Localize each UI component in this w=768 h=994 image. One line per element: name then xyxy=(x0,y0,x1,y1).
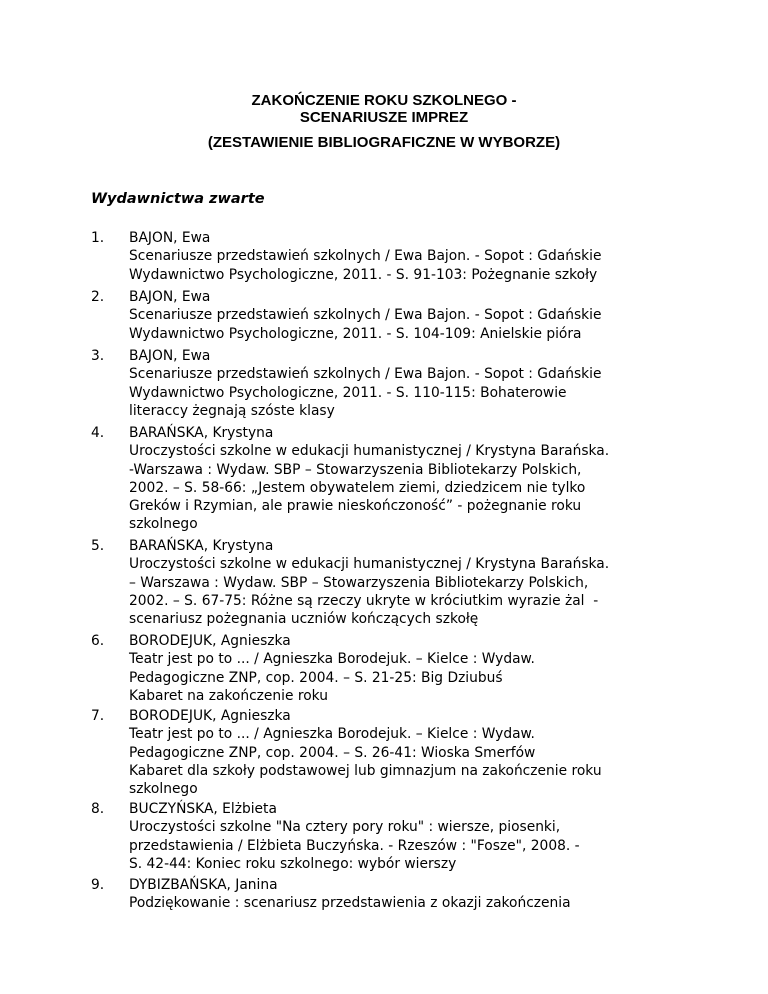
entry-line: Uroczystości szkolne w edukacji humanistycznej / Krystyna Barańska. xyxy=(129,443,610,460)
section-heading: Wydawnictwa zwarte xyxy=(91,191,265,207)
entry-author: BAJON, Ewa xyxy=(129,289,211,305)
entry-number: 6. xyxy=(91,633,105,649)
document-title-line-1: ZAKOŃCZENIE ROKU SZKOLNEGO - xyxy=(251,92,517,109)
entry-author: BUCZYŃSKA, Elżbieta xyxy=(129,801,277,817)
entry-line: Wydawnictwo Psychologiczne, 2011. - S. 110-115: Bohaterowie xyxy=(129,384,567,401)
entry-line: Wydawnictwo Psychologiczne, 2011. - S. 104-109: Anielskie pióra xyxy=(129,325,582,342)
entry-line: 2002. – S. 58-66: „Jestem obywatelem ziemi, dziedzicem nie tylko xyxy=(129,479,586,496)
entry-line: Uroczystości szkolne w edukacji humanistycznej / Krystyna Barańska. xyxy=(129,556,610,573)
entry-number: 3. xyxy=(91,348,105,364)
entry-line: szkolnego xyxy=(129,781,198,798)
entry-line: Pedagogiczne ZNP, cop. 2004. – S. 26-41: Wioska Smerfów xyxy=(129,744,536,761)
entry-line: – Warszawa : Wydaw. SBP – Stowarzyszenia Bibliotekarzy Polskich, xyxy=(129,574,589,591)
entry-author: BARAŃSKA, Krystyna xyxy=(129,538,274,554)
document-title-line-2: SCENARIUSZE IMPREZ xyxy=(299,109,469,126)
entry-author: BAJON, Ewa xyxy=(129,348,211,364)
entry-line: Scenariusze przedstawień szkolnych / Ewa Bajon. - Sopot : Gdańskie xyxy=(129,248,602,265)
entry-line: Pedagogiczne ZNP, cop. 2004. – S. 21-25: Big Dziubuś xyxy=(129,669,503,686)
entry-number: 9. xyxy=(91,877,105,893)
entry-line: Podziękowanie : scenariusz przedstawienia z okazji zakończenia xyxy=(129,895,571,912)
entry-number: 4. xyxy=(91,425,105,441)
entry-number: 5. xyxy=(91,538,105,554)
entry-line: Greków i Rzymian, ale prawie nieskończoność” - pożegnanie roku xyxy=(129,498,582,515)
entry-number: 2. xyxy=(91,289,105,305)
entry-line: 2002. – S. 67-75: Różne są rzeczy ukryte w króciutkim wyrazie żal - xyxy=(129,592,599,609)
entry-line: scenariusz pożegnania uczniów kończących szkołę xyxy=(129,611,479,628)
entry-line: Scenariusze przedstawień szkolnych / Ewa Bajon. - Sopot : Gdańskie xyxy=(129,366,602,383)
entry-author: BORODEJUK, Agnieszka xyxy=(129,708,291,724)
entry-line: Scenariusze przedstawień szkolnych / Ewa Bajon. - Sopot : Gdańskie xyxy=(129,307,602,324)
entry-line: przedstawienia / Elżbieta Buczyńska. - Rzeszów : "Fosze", 2008. - xyxy=(129,837,580,854)
entry-author: DYBIZBAŃSKA, Janina xyxy=(129,877,278,893)
entry-line: literaccy żegnają szóste klasy xyxy=(129,402,335,419)
entry-line: Uroczystości szkolne "Na cztery pory roku" : wiersze, piosenki, xyxy=(129,819,561,836)
entry-line: -Warszawa : Wydaw. SBP – Stowarzyszenia Bibliotekarzy Polskich, xyxy=(129,461,582,478)
entry-line: Kabaret na zakończenie roku xyxy=(129,687,328,704)
entry-line: szkolnego xyxy=(129,516,198,533)
entry-author: BARAŃSKA, Krystyna xyxy=(129,425,274,441)
entry-line: Wydawnictwo Psychologiczne, 2011. - S. 91-103: Pożegnanie szkoły xyxy=(129,266,598,283)
entry-line: Teatr jest po to ... / Agnieszka Borodejuk. – Kielce : Wydaw. xyxy=(129,651,535,668)
entry-number: 7. xyxy=(91,708,105,724)
entry-line: Kabaret dla szkoły podstawowej lub gimnazjum na zakończenie roku xyxy=(129,762,602,779)
document-subtitle: (ZESTAWIENIE BIBLIOGRAFICZNE W WYBORZE) xyxy=(207,134,561,151)
entry-number: 1. xyxy=(91,230,105,246)
entry-number: 8. xyxy=(91,801,105,817)
entry-author: BAJON, Ewa xyxy=(129,230,211,246)
entry-line: S. 42-44: Koniec roku szkolnego: wybór wierszy xyxy=(129,855,457,872)
entry-line: Teatr jest po to ... / Agnieszka Borodejuk. – Kielce : Wydaw. xyxy=(129,726,535,743)
entry-author: BORODEJUK, Agnieszka xyxy=(129,633,291,649)
